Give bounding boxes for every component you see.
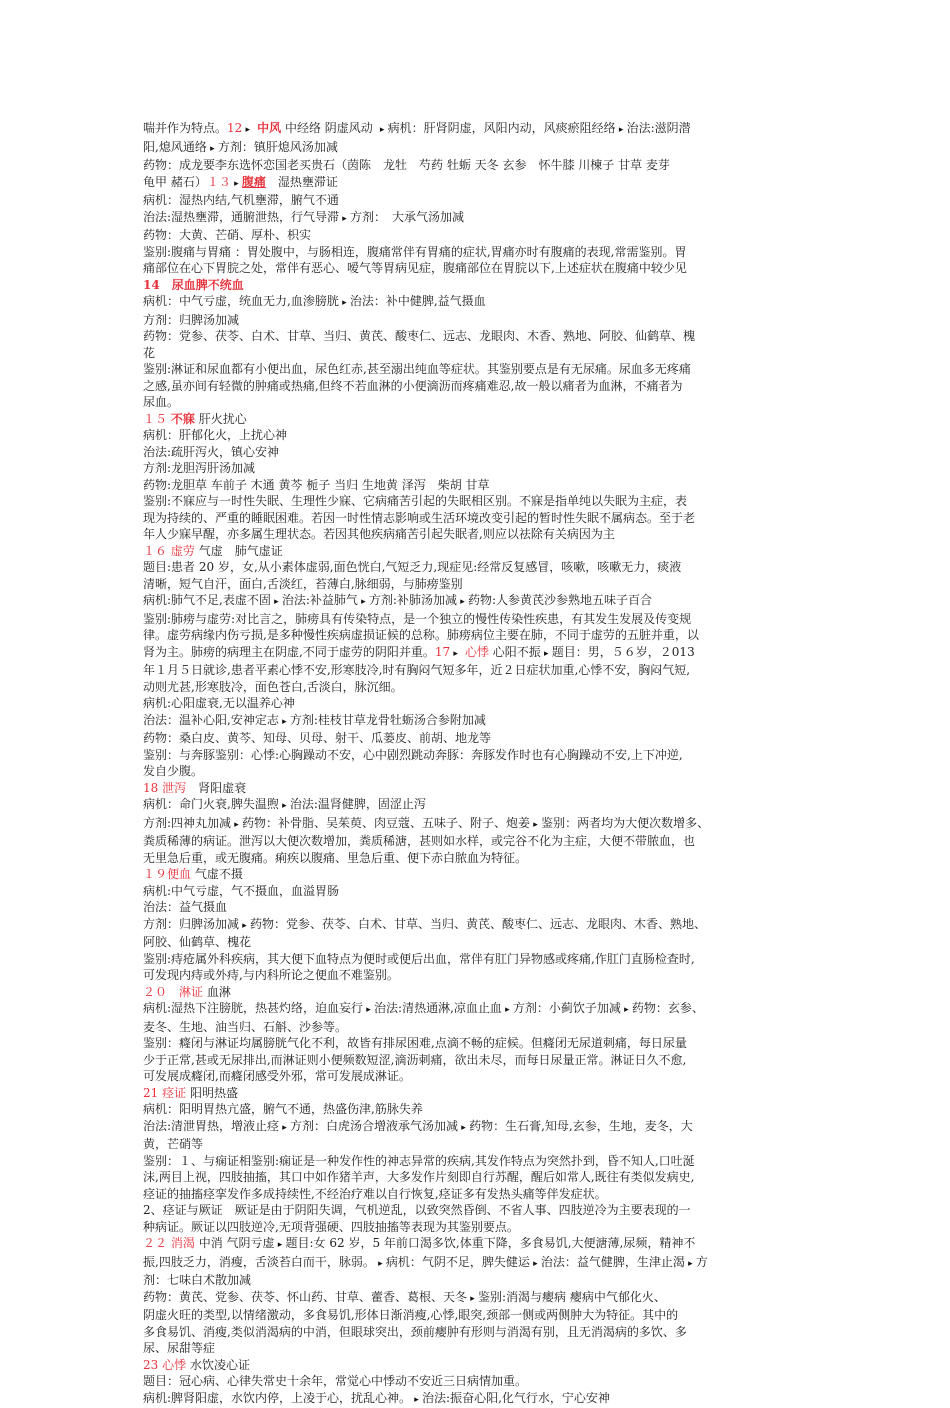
text-line: 粪质稀薄的病证。泄泻以大便次数增加，粪质稀溏，甚则如水样，或完谷不化为主症，大便不带脓血，也 (143, 833, 811, 850)
text: 方剂:补肺汤加减 (369, 593, 457, 607)
section-title: 不寐 (171, 412, 195, 426)
section-subtitle: 肾阳虚衰 (198, 781, 246, 795)
text-line (143, 139, 811, 158)
section-number: 12 (227, 121, 242, 135)
text-line: 年人少寐早醒，亦多属生理状态。若因其他疾病痛苦引起失眠者,则应以祛除有关病因为主 (143, 526, 811, 543)
section-title: 心悸 (465, 645, 489, 659)
section-subtitle: 血淋 (207, 985, 231, 999)
text: 方剂：归脾汤加减 (143, 917, 239, 931)
text-line: 题目：冠心病、心律失常史十余年，常觉心中悸动不安近三日病情加重。 (143, 1373, 811, 1390)
text-line (143, 120, 811, 139)
section-number: 18 (143, 781, 158, 795)
section-heading (143, 543, 811, 560)
section-title: 便血 (167, 867, 191, 881)
text-line: 治法:疏肝泻火，镇心安神 (143, 444, 811, 461)
text-line: 尿、尿甜等症 (143, 1340, 811, 1357)
arrow-marker-icon (339, 295, 350, 312)
text-line: 阴虚火旺的类型,以情绪激动，多食易饥,形体日渐消瘦,心悸,眼突,颈部一侧或两侧肿大为特征。其中的 (143, 1307, 811, 1324)
text: 药物:人参黄芪沙参熟地五味子百合 (468, 593, 652, 607)
arrow-marker-icon (231, 176, 242, 193)
section-subtitle: 气虚 肺气虚证 (199, 544, 283, 558)
text-line: 黄，芒硝等 (143, 1136, 811, 1153)
text: 肾为主。肺痨的病理主在阴虚,不同于虚劳的阴阳并重。 (143, 645, 435, 659)
text-line: 鉴别：与奔豚鉴别：心悸:心胸躁动不安，心中剧烈跳动奔豚：奔豚发作时也有心胸躁动不安,上下冲逆, (143, 747, 811, 764)
text: 病机：命门火衰,脾失温煦 (143, 797, 279, 811)
text: 治法:温肾健脾，固涩止泻 (290, 797, 426, 811)
section-number: １６ (143, 544, 167, 558)
text: 方剂：白虎汤合增液承气汤加减 (290, 1119, 458, 1133)
text-line: 药物：大黄、芒硝、厚朴、枳实 (143, 227, 811, 244)
text: 治法：补中健脾,益气摄血 (350, 294, 486, 308)
section-number: 17 (435, 645, 450, 659)
section-title: 腹痛 (242, 175, 266, 189)
text: 病机：气阴不足，脾失健运 (386, 1255, 530, 1269)
text-line: 病机：肝郁化火，上扰心神 (143, 427, 811, 444)
text-line: 题目:患者 20 岁，女,从小素体虚弱,面色恍白,气短乏力,现症见:经常反复感冒，咳嗽，咳嗽无力，痰液 (143, 559, 811, 576)
text: 病机：肝肾阴虚，风阳内动，风痰瘀阻经络 (388, 121, 616, 135)
text-line: 方剂:龙胆泻肝汤加减 (143, 460, 811, 477)
text-line: 少于正常,甚或无尿排出,而淋证则小便频数短涩,滴沥刺痛，欲出未尽，而每日尿量正常。淋证日久不愈, (143, 1052, 811, 1069)
text: 治法:补益肺气 (282, 593, 358, 607)
text-line: 病机：阳明胃热亢盛，腑气不通，热盛伤津,筋脉失养 (143, 1101, 811, 1118)
text-line: 沫,两目上视，四肢抽搐，其口中如作猪羊声，大多发作片刻即自行苏醒，醒后如常人,既往有类似发病史, (143, 1169, 811, 1186)
text: 阳,熄风通络 (143, 140, 207, 154)
text: 药物：补骨脂、吴茱萸、肉豆蔻、五味子、附子、炮姜 (242, 816, 530, 830)
arrow-marker-icon (467, 1291, 478, 1308)
text-line (143, 796, 811, 815)
section-number: ２２ (143, 1236, 167, 1250)
text-line: 2、痉证与厥证 厥证是由于阴阳失调，气机逆乱，以致突然昏倒、不省人事、四肢逆冷为主要表现的一 (143, 1202, 811, 1219)
text-line: 药物:龙胆草 车前子 木通 黄芩 栀子 当归 生地黄 泽泻 柴胡 甘草 (143, 477, 811, 494)
text-line (143, 916, 811, 935)
section-title: 14 尿血脾不统血 (143, 277, 811, 294)
arrow-marker-icon (458, 1120, 469, 1137)
text-line: 之感,虽亦间有轻微的肿痛或热痛,但终不若血淋的小便滴沥而疼痛难忍,故一般以痛者为血淋，不痛者为 (143, 378, 811, 395)
text: 方剂:四神丸加减 (143, 816, 231, 830)
text-line (143, 815, 811, 834)
arrow-marker-icon (411, 1392, 422, 1408)
arrow-marker-icon (279, 1120, 290, 1137)
arrow-marker-icon (502, 1002, 513, 1019)
text-line (143, 209, 811, 228)
text: 病机:肺气不足,表虚不固 (143, 593, 271, 607)
text-line: 动则尤甚,形寒肢冷，面色苍白,舌淡白，脉沉细。 (143, 679, 811, 696)
section-title: 虚劳 (171, 544, 195, 558)
text-line: 病机:中气亏虚，气不摄血，血溢胃肠 (143, 883, 811, 900)
text: 振,四肢乏力，消瘦，舌淡苔白而干，脉弱。 (143, 1255, 375, 1269)
arrow-marker-icon (450, 646, 461, 663)
text-line: 发自少腹。 (143, 763, 811, 780)
text-line: 痉证的抽搐痉挛发作多成持续性,不经治疗难以自行恢复,痉证多有发热头痛等伴发症状。 (143, 1186, 811, 1203)
text: 鉴别:消渴与瘿病 瘿病中气郁化火、 (478, 1290, 666, 1304)
text-line: 剂：七味白术散加减 (143, 1272, 811, 1289)
text: 治法:清热通淋,凉血止血 (374, 1001, 502, 1015)
text: 病机：中气亏虚，统血无力,血渗膀胱 (143, 294, 339, 308)
arrow-marker-icon (279, 798, 290, 815)
text: 病机:脾肾阳虚，水饮内停，上凌于心，扰乱心神。 (143, 1391, 411, 1405)
section-title: 消渴 (171, 1236, 195, 1250)
section-title: 中风 (257, 121, 281, 135)
text-line: 清晰，短气自汗，面白,舌淡红，苔薄白,脉细弱，与肺痨鉴别 (143, 576, 811, 593)
section-title: 泄泻 (162, 781, 186, 795)
text-line: 花 (143, 345, 811, 362)
section-title: 淋证 (179, 985, 203, 999)
text-line (143, 592, 811, 611)
text-line: 鉴别:腹痛与胃痛 ：胃处腹中，与肠相连，腹痛常伴有胃痛的症状,胃痛亦时有腹痛的表现,常需鉴别。胃 (143, 244, 811, 261)
text-line: 种病证。厥证以四肢逆冷,无项背强硬、四肢抽搐等表现为其鉴别要点。 (143, 1219, 811, 1236)
section-heading (143, 1235, 811, 1254)
arrow-marker-icon (457, 594, 468, 611)
arrow-marker-icon (530, 817, 541, 834)
text: 喘并作为特点。 (143, 121, 227, 135)
arrow-marker-icon (363, 1002, 374, 1019)
section-number: １３ (207, 175, 231, 189)
text-line (143, 644, 811, 663)
section-number: １９ (143, 867, 167, 881)
text-line: 可发现内痔或外痔,与内科所论之便血不难鉴别。 (143, 967, 811, 984)
text-line: 病机:心阳虚衰,无以温养心神 (143, 695, 811, 712)
text: 治法：益气健脾，生津止渴 (541, 1255, 685, 1269)
arrow-marker-icon (377, 122, 388, 139)
text-line: 方剂：归脾汤加减 (143, 312, 811, 329)
text-line: 药物：桑白皮、黄芩、知母、贝母、射干、瓜蒌皮、前胡、地龙等 (143, 730, 811, 747)
text-line (143, 1390, 811, 1408)
arrow-marker-icon (616, 122, 627, 139)
text: 病机:湿热下注膀胱，热甚灼络，迫血妄行 (143, 1001, 363, 1015)
text: 治法:振奋心阳,化气行水，宁心安神 (422, 1391, 610, 1405)
text-line: 鉴别：１、与痫证相鉴别:痫证是一种发作性的神志异常的疾病,其发作特点为突然扑到，昏不知人,口吐涎 (143, 1153, 811, 1170)
section-title: 痉证 (162, 1086, 186, 1100)
arrow-marker-icon (231, 817, 242, 834)
arrow-marker-icon (275, 1237, 286, 1254)
text-line: 现为持续的、严重的睡眠困难。若因一时性情志影响或生活环境改变引起的暂时性失眠不属病态。至于老 (143, 510, 811, 527)
section-subtitle: 水饮凌心证 (190, 1358, 250, 1372)
text-line: 可发展成癃闭,而癃闭感受外邪，常可发展成淋证。 (143, 1068, 811, 1085)
text-line (143, 1118, 811, 1137)
section-subtitle: 阳明热盛 (190, 1086, 238, 1100)
section-heading (143, 780, 811, 797)
section-number: ２０ (143, 985, 167, 999)
arrow-marker-icon (541, 646, 552, 663)
section-subtitle: 中消 气阴亏虚 (199, 1236, 275, 1250)
text-line: 痛部位在心下胃脘之处，常伴有恶心、嗳气等胃病见症，腹痛部位在胃脘以下,上述症状在腹痛中较少见 (143, 260, 811, 277)
section-subtitle: 心阳不振 (493, 645, 541, 659)
text-line: 尿血。 (143, 394, 811, 411)
text-line: 鉴别:肺痨与虚劳:对比言之，肺痨具有传染特点，是一个独立的慢性传染性疾患，有其发生发展及传变规 (143, 611, 811, 628)
text: 方剂:桂枝甘草龙骨牡蛎汤合参附加减 (290, 713, 486, 727)
text: 龟甲 赭石） (143, 175, 207, 189)
text-line (143, 174, 811, 193)
text-line: 无里急后重，或无腹痛。痢疾以腹痛、里急后重、便下赤白脓血为特征。 (143, 850, 811, 867)
arrow-marker-icon (239, 918, 250, 935)
text-line: 药物：党参、茯苓、白术、甘草、当归、黄芪、酸枣仁、远志、龙眼肉、木香、熟地、阿胶、仙鹤草、槐 (143, 328, 811, 345)
section-title: 心悸 (162, 1358, 186, 1372)
text: 药物：黄芪、党参、茯苓、怀山药、甘草、藿香、葛根、天冬 (143, 1290, 467, 1304)
text: 治法：温补心阳,安神定志 (143, 713, 279, 727)
text-line: 多食易饥、消瘦,类似消渴病的中消，但眼球突出，颈前瘿肿有形则与消渴有别，且无消渴病的多饮、多 (143, 1324, 811, 1341)
text: 题目:女 62 岁，5 年前口渴多饮,体重下降，多食易饥,大便溏薄,尿频，精神不 (286, 1236, 696, 1250)
text: 方剂：镇肝熄风汤加减 (218, 140, 338, 154)
section-heading (143, 411, 811, 428)
section-number: １５ (143, 412, 167, 426)
arrow-marker-icon (621, 1002, 632, 1019)
text-line: 鉴别：癃闭与淋证均属膀胱气化不利，故皆有排尿困难,点滴不畅的症候。但癃闭无尿道刺痛，每日尿量 (143, 1035, 811, 1052)
section-number: 21 (143, 1086, 158, 1100)
arrow-marker-icon (279, 714, 290, 731)
text-line: 药物：成龙要李东选怀恋国老买贵石（茵陈 龙牡 芍药 牡蛎 天冬 玄参 怀牛膝 川楝子 甘草 麦芽 (143, 157, 811, 174)
arrow-marker-icon (358, 594, 369, 611)
text: 药物：党参、茯苓、白术、甘草、当归、黄芪、酸枣仁、远志、龙眼肉、木香、熟地、 (250, 917, 706, 931)
text: 方剂： 大承气汤加减 (350, 210, 464, 224)
text-line: 鉴别:淋证和尿血都有小便出血，尿色红赤,甚至溺出纯血等症状。其鉴别要点是有无尿痛。尿血多无疼痛 (143, 361, 811, 378)
text-line (143, 1289, 811, 1308)
arrow-marker-icon (339, 211, 350, 228)
text-line: 治法：益气摄血 (143, 899, 811, 916)
section-heading (143, 1085, 811, 1102)
arrow-marker-icon (242, 122, 253, 139)
text: 药物：生石膏,知母,玄参，生地，麦冬，大 (469, 1119, 693, 1133)
text: 治法:滋阴潜 (627, 121, 691, 135)
text-line: 年１月５日就诊,患者平素心悸不安,形寒肢冷,时有胸闷气短多年，近２日症状加重,心悸不安，胸闷气短, (143, 662, 811, 679)
text-line: 病机：湿热内结,气机壅滞，腑气不通 (143, 192, 811, 209)
arrow-marker-icon (207, 141, 218, 158)
arrow-marker-icon (685, 1256, 696, 1273)
section-subtitle: 湿热壅滞证 (278, 175, 338, 189)
text: 题目：男，５６岁，２013 (552, 645, 695, 659)
text-line: 麦冬、生地、油当归、石斛、沙参等。 (143, 1019, 811, 1036)
section-subtitle: 中经络 阴虚风动 (285, 121, 373, 135)
arrow-marker-icon (375, 1256, 386, 1273)
text-line (143, 1000, 811, 1019)
section-heading (143, 1357, 811, 1374)
text-line: 鉴别:痔疮属外科疾病，其大便下血特点为便时或便后出血，常伴有肛门异物感或疼痛,作肛门直肠检查时, (143, 951, 811, 968)
text: 方剂：小蓟饮子加减 (513, 1001, 621, 1015)
text: 方 (696, 1255, 708, 1269)
text-line: 阿胶、仙鹤草、槐花 (143, 934, 811, 951)
arrow-marker-icon (271, 594, 282, 611)
text-line: 鉴别:不寐应与一时性失眠、生理性少寐、它病痛苦引起的失眠相区别。不寐是指单纯以失眠为主症，表 (143, 493, 811, 510)
section-heading (143, 984, 811, 1001)
section-number: 23 (143, 1358, 158, 1372)
section-subtitle: 气虚不摄 (195, 867, 243, 881)
text: 治法:湿热壅滞，通腑泄热，行气导滞 (143, 210, 339, 224)
section-subtitle: 肝火扰心 (199, 412, 247, 426)
section-heading (143, 866, 811, 883)
text: 鉴别：两者均为大便次数增多、 (541, 816, 709, 830)
text-line: 律。虚劳病缘内伤亏损,是多种慢性疾病虚损证候的总称。肺痨病位主要在肺，不同于虚劳的五脏并重，以 (143, 627, 811, 644)
text-line (143, 293, 811, 312)
document-page (143, 120, 811, 1408)
text-line (143, 1254, 811, 1273)
text: 药物：玄参、 (632, 1001, 704, 1015)
arrow-marker-icon (530, 1256, 541, 1273)
text-line (143, 712, 811, 731)
text: 治法:清泄胃热，增液止痉 (143, 1119, 279, 1133)
